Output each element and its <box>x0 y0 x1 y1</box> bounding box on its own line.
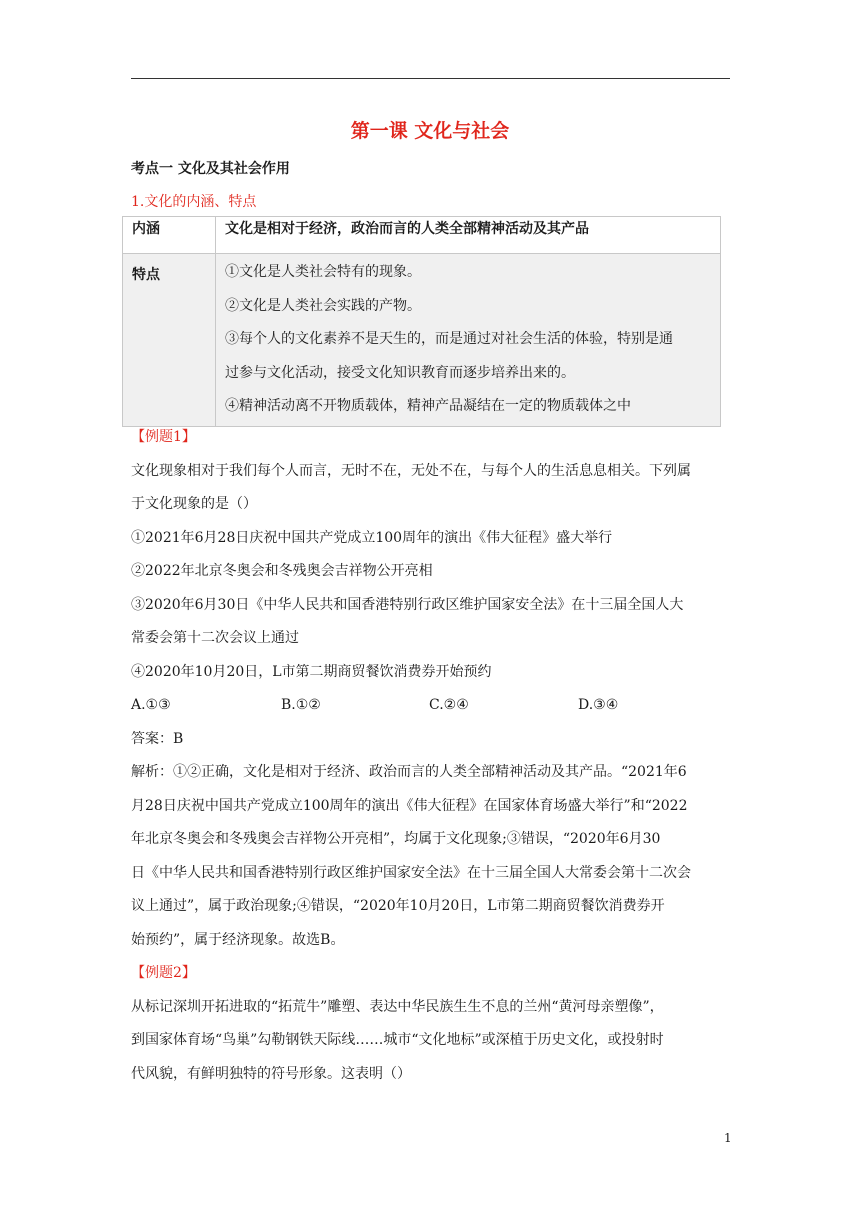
options-row <box>131 689 731 723</box>
question-line: 常委会第十二次会议上通过 <box>131 630 299 646</box>
page-title: 第一课 文化与社会 <box>350 120 510 142</box>
example-2-tag: 【例题2】 <box>131 965 196 981</box>
analysis-line: 解析：①②正确，文化是相对于经济、政治而言的人类全部精神活动及其产品。“2021年6 <box>131 764 687 780</box>
feature-item: ④精神活动离不开物质载体，精神产品凝结在一定的物质载体之中 <box>225 398 631 414</box>
option-b: B.①② <box>281 697 321 713</box>
answer: 答案：B <box>131 730 184 747</box>
question-line: ④2020年10月20日，L市第二期商贸餐饮消费券开始预约 <box>131 663 492 680</box>
option-d: D.③④ <box>578 697 619 713</box>
table-row-connotation <box>123 217 721 254</box>
option-a: A.①③ <box>131 697 171 713</box>
analysis-line: 日《中华人民共和国香港特别行政区维护国家安全法》在十三届全国人大常委会第十二次会 <box>131 864 691 881</box>
question-line: 从标记深圳开拓进取的“拓荒牛”雕塑、表达中华民族生生不息的兰州“黄河母亲塑像”， <box>131 998 664 1015</box>
analysis-line: 年北京冬奥会和冬残奥会吉祥物公开亮相”，均属于文化现象;③错误，“2020年6月30 <box>131 831 661 847</box>
feature-item: ②文化是人类社会实践的产物。 <box>225 297 421 314</box>
subsection-heading: 1.文化的内涵、特点 <box>131 194 257 210</box>
analysis-line: 始预约”，属于经济现象。故选B。 <box>131 931 345 948</box>
row-value-connotation: 文化是相对于经济，政治而言的人类全部精神活动及其产品 <box>216 217 721 254</box>
analysis-line: 议上通过”，属于政治现象;④错误，“2020年10月20日，L市第二期商贸餐饮消费券开 <box>131 898 665 914</box>
question-line: ③2020年6月30日《中华人民共和国香港特别行政区维护国家安全法》在十三届全国人大 <box>131 596 684 613</box>
question-line: ②2022年北京冬奥会和冬残奥会吉祥物公开亮相 <box>131 563 433 579</box>
page-number: 1 <box>724 1131 732 1145</box>
option-c: C.②④ <box>429 697 469 713</box>
row-label-connotation: 内涵 <box>123 217 216 254</box>
concept-table <box>122 216 721 427</box>
example-1 <box>131 421 731 1091</box>
row-label-features: 特点 <box>123 254 216 427</box>
question-line: ①2021年6月28日庆祝中国共产党成立100周年的演出《伟大征程》盛大举行 <box>131 529 613 546</box>
analysis-line: 月28日庆祝中国共产党成立100周年的演出《伟大征程》在国家体育场盛大举行”和“2022 <box>131 797 688 814</box>
question-line: 代风貌，有鲜明独特的符号形象。这表明（） <box>131 1065 411 1082</box>
question-line: 到国家体育场“鸟巢”勾勒钢铁天际线……城市“文化地标”或深植于历史文化，或投射时 <box>131 1032 664 1048</box>
row-value-features <box>216 254 721 427</box>
section-heading: 考点一 文化及其社会作用 <box>131 161 290 177</box>
feature-item: ③每个人的文化素养不是天生的，而是通过对社会生活的体验，特别是通 <box>225 331 673 347</box>
question-line: 文化现象相对于我们每个人而言，无时不在，无处不在，与每个人的生活息息相关。下列属 <box>131 462 691 479</box>
feature-item: ①文化是人类社会特有的现象。 <box>225 264 421 280</box>
header-rule <box>131 78 730 79</box>
example-1-tag: 【例题1】 <box>131 429 196 445</box>
question-line: 于文化现象的是（） <box>131 496 257 512</box>
table-row-features <box>123 254 721 427</box>
feature-item: 过参与文化活动，接受文化知识教育而逐步培养出来的。 <box>225 364 575 381</box>
